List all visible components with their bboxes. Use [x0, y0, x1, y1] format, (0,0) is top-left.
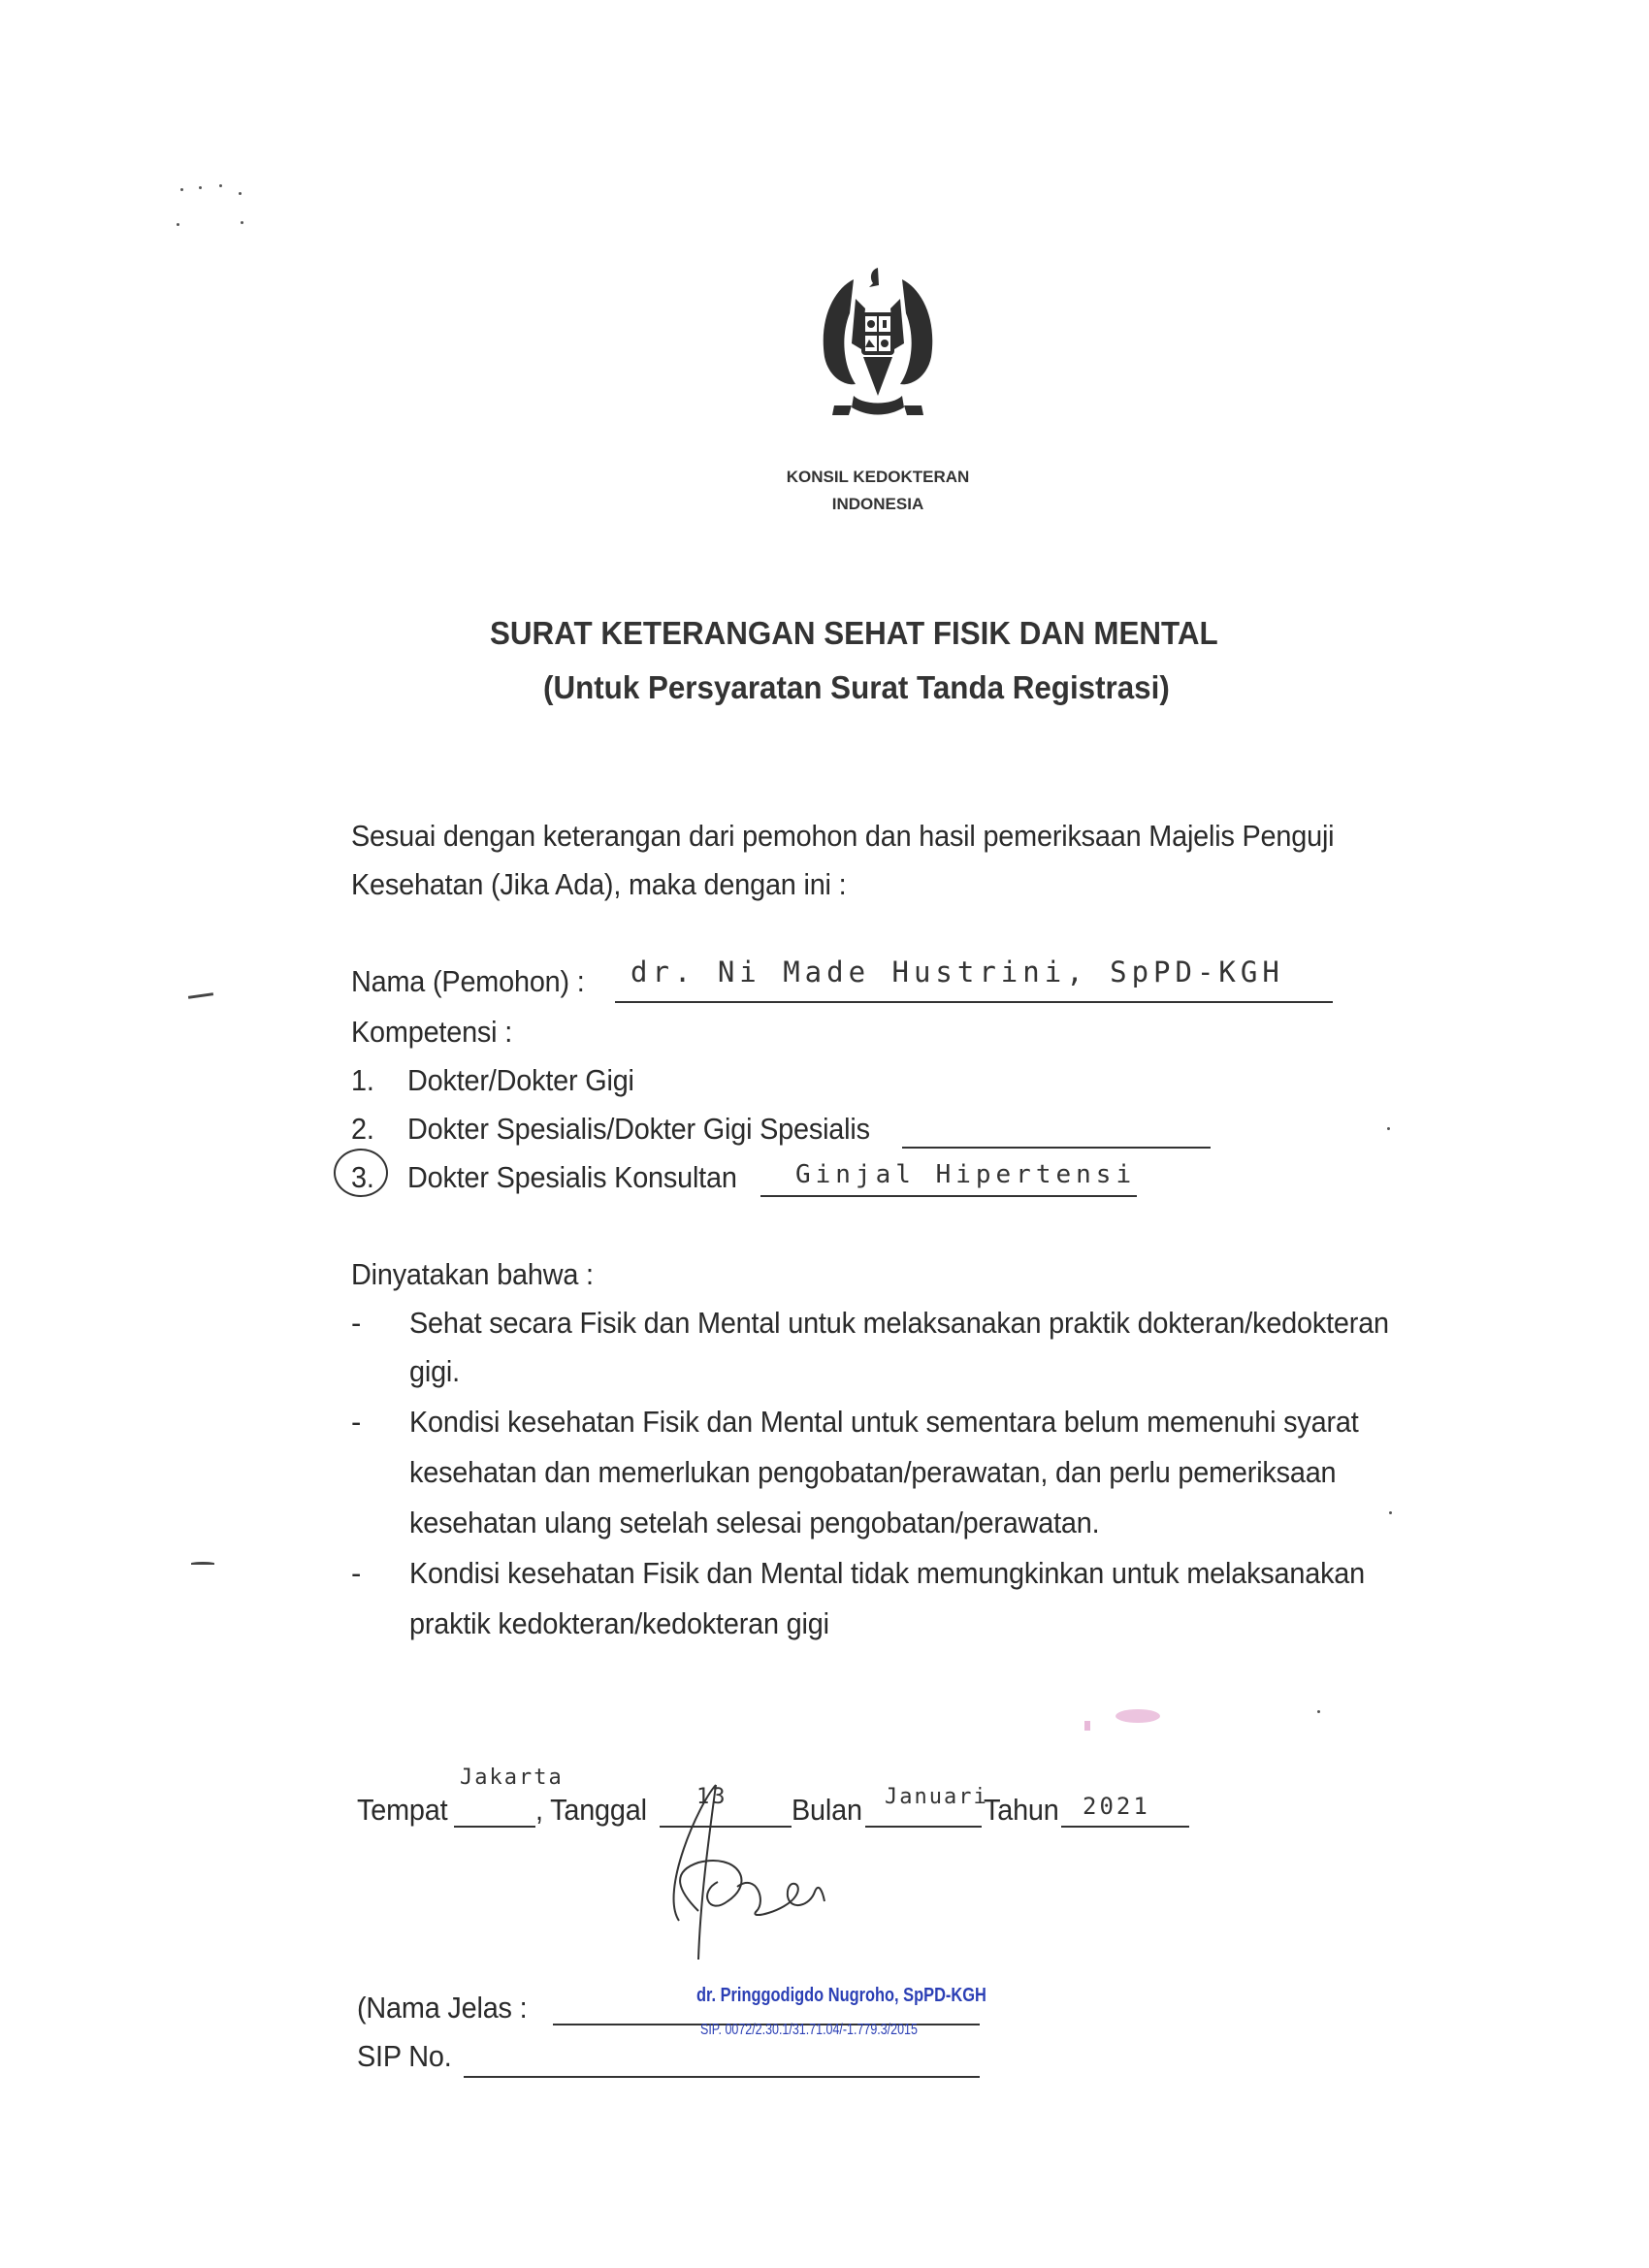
statement-bullet-2: -	[351, 1405, 362, 1439]
scan-speck	[177, 223, 179, 226]
intro-line-1: Sesuai dengan keterangan dari pemohon dan hasil pemeriksaan Majelis Penguji	[351, 819, 1335, 853]
kompetensi-text-3: Dokter Spesialis Konsultan	[407, 1160, 737, 1194]
kompetensi-num-2: 2.	[351, 1112, 374, 1146]
nama-underline	[615, 1001, 1333, 1003]
nama-value[interactable]: dr. Ni Made Hustrini, SpPD-KGH	[630, 956, 1284, 988]
sip-underline	[464, 2076, 980, 2078]
tempat-label: Tempat	[357, 1793, 448, 1827]
tahun-label: Tahun	[984, 1793, 1059, 1827]
tempat-value[interactable]: Jakarta	[460, 1766, 564, 1790]
statement-3-line-2: praktik kedokteran/kedokteran gigi	[409, 1606, 829, 1640]
scan-mark	[191, 1562, 214, 1565]
kompetensi-underline-2	[902, 1147, 1211, 1149]
scan-speck	[199, 186, 202, 189]
kompetensi-num-3: 3.	[351, 1160, 374, 1194]
tahun-value[interactable]: 2021	[1083, 1793, 1150, 1820]
scan-speck	[1389, 1511, 1392, 1514]
intro-line-2: Kesehatan (Jika Ada), maka dengan ini :	[351, 867, 847, 901]
org-name-line2: INDONESIA	[831, 495, 924, 513]
statement-1-line-1: Sehat secara Fisik dan Mental untuk melaksanakan praktik dokteran/kedokteran	[409, 1306, 1389, 1340]
scan-mark	[188, 992, 213, 999]
stamp-name: dr. Pringgodigdo Nugroho, SpPD-KGH	[696, 1985, 986, 2006]
tahun-underline	[1061, 1826, 1189, 1828]
scan-speck	[219, 184, 222, 187]
dinyatakan-label: Dinyatakan bahwa :	[351, 1257, 594, 1291]
statement-3-line-1: Kondisi kesehatan Fisik dan Mental tidak memungkinkan untuk melaksanakan	[409, 1556, 1366, 1590]
kompetensi-num-1: 1.	[351, 1063, 374, 1097]
handwritten-signature	[640, 1766, 873, 1969]
statement-bullet-1: -	[351, 1306, 362, 1340]
tanggal-label: , Tanggal	[535, 1793, 647, 1827]
scan-speck	[241, 221, 243, 224]
document-subtitle: (Untuk Persyaratan Surat Tanda Registrasi)	[543, 669, 1170, 705]
document-title: SURAT KETERANGAN SEHAT FISIK DAN MENTAL	[490, 615, 1218, 651]
kompetensi-label: Kompetensi :	[351, 1015, 513, 1049]
statement-2-line-1: Kondisi kesehatan Fisik dan Mental untuk sementara belum memenuhi syarat	[409, 1405, 1359, 1439]
bulan-value[interactable]: Januari	[885, 1785, 988, 1809]
scan-speck	[1387, 1127, 1390, 1130]
kompetensi-text-1: Dokter/Dokter Gigi	[407, 1063, 634, 1097]
tempat-underline	[454, 1826, 535, 1828]
ink-smudge	[1084, 1721, 1090, 1731]
stamp-sip: SIP. 0072/2.30.1/31.71.04/-1.779.3/2015	[700, 2022, 918, 2038]
statement-1-line-2: gigi.	[409, 1354, 460, 1388]
garuda-emblem	[795, 260, 960, 454]
bulan-underline	[865, 1826, 982, 1828]
org-name-line1: KONSIL KEDOKTERAN	[786, 468, 970, 486]
statement-2-line-3: kesehatan ulang setelah selesai pengobatan/perawatan.	[409, 1506, 1100, 1539]
scan-speck	[239, 192, 242, 195]
doctor-stamp	[691, 1979, 986, 2049]
kompetensi-underline-3	[760, 1195, 1137, 1197]
bulan-label: Bulan	[792, 1793, 862, 1827]
kompetensi-text-2: Dokter Spesialis/Dokter Gigi Spesialis	[407, 1112, 870, 1146]
statement-bullet-3: -	[351, 1556, 362, 1590]
statement-2-line-2: kesehatan dan memerlukan pengobatan/perawatan, dan perlu pemeriksaan	[409, 1455, 1337, 1489]
tanggal-value[interactable]: 13	[696, 1785, 728, 1809]
scan-speck	[180, 188, 183, 191]
nama-label: Nama (Pemohon) :	[351, 964, 585, 998]
scan-speck	[1317, 1710, 1320, 1713]
nama-jelas-label: (Nama Jelas :	[357, 1991, 528, 2025]
ink-smudge	[1116, 1709, 1160, 1723]
sip-label: SIP No.	[357, 2039, 452, 2073]
kompetensi-value-3[interactable]: Ginjal Hipertensi	[795, 1160, 1137, 1189]
